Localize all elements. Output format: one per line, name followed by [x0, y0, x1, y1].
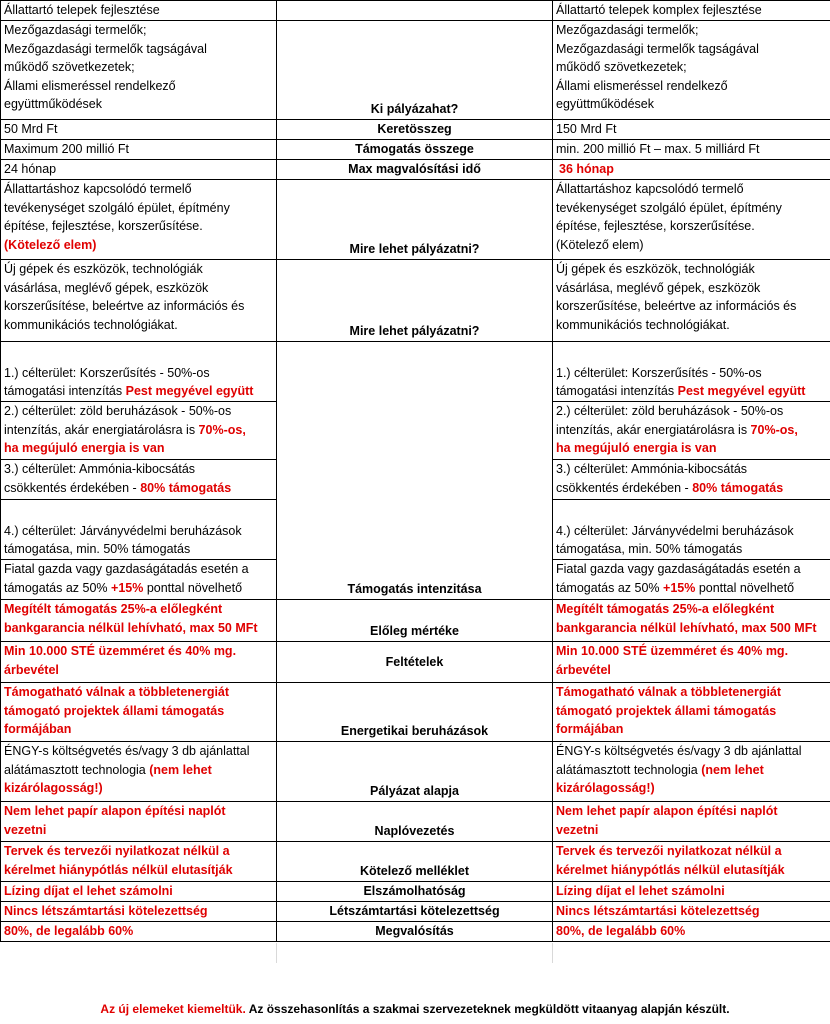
- table-row: 50 Mrd Ft Keretösszeg 150 Mrd Ft: [1, 120, 830, 140]
- table-row: Megítélt támogatás 25%-a előlegként bankgarancia nélkül lehívható, max 50 MFt Előleg mértéke Megítélt támogatás 25%-a előlegként bankgarancia nélkül lehívható, max 500 MFt: [1, 600, 830, 642]
- row-label-eligible-2: Mire lehet pályázatni?: [277, 260, 553, 342]
- table-row: Min 10.000 STÉ üzemméret és 40% mg. árbevétel Feltételek Min 10.000 STÉ üzemméret és 40% mg. árbevétel: [1, 642, 830, 683]
- table-row: 3.) célterület: Ammónia-kibocsátás csökkentés érdekében - 80% támogatás 3.) célterület: Ammónia-kibocsátás csökkentés érdekében - 80% támogatás: [1, 460, 830, 500]
- row-label-amount: Támogatás összege: [277, 140, 553, 160]
- table-row: Maximum 200 millió Ft Támogatás összege min. 200 millió Ft – max. 5 milliárd Ft: [1, 140, 830, 160]
- row-label-energy: Energetikai beruházások: [277, 683, 553, 742]
- table-row: Új gépek és eszközök, technológiák vásárlása, meglévő gépek, eszközök korszerűsítése, beleértve az információs és kommunikációs technológiákat. Mire lehet pályázatni? Új gépek és eszközök, technológiák vásárlása, meglévő gépek, eszközök korszerűsítése, beleértve az információs és kommunikációs technológiákat.: [1, 260, 830, 342]
- right-program-title: Állattartó telepek komplex fejlesztése: [553, 1, 830, 21]
- row-label-applicants: Ki pályázahat?: [277, 21, 553, 120]
- table-row: Fiatal gazda vagy gazdaságátadás esetén a támogatás az 50% +15% ponttal növelhető Fiatal gazda vagy gazdaságátadás esetén a támogatás az 50% +15% ponttal növelhető: [1, 560, 830, 600]
- left-program-title: Állattartó telepek fejlesztése: [1, 1, 277, 21]
- row-label-realization: Megvalósítás: [277, 922, 553, 942]
- table-row: Nincs létszámtartási kötelezettség Létszámtartási kötelezettség Nincs létszámtartási kötelezettség: [1, 902, 830, 922]
- table-row: 1.) célterület: Korszerűsítés - 50%-os támogatási intenzítás Pest megyével együtt Támogatás intenzitása 1.) célterület: Korszerűsítés - 50%-os támogatási intenzítás Pest megyével együtt: [1, 342, 830, 402]
- table-row: 24 hónap Max magvalósítási idő 36 hónap: [1, 160, 830, 180]
- table-row: Támogatható válnak a többletenergiát támogató projektek állami támogatás formájában Energetikai beruházások Támogatható válnak a többletenergiát támogató projektek állami támogatás formájában: [1, 683, 830, 742]
- table-row: Nem lehet papír alapon építési naplót vezetni Naplóvezetés Nem lehet papír alapon építési naplót vezetni: [1, 802, 830, 842]
- row-label-duration: Max magvalósítási idő: [277, 160, 553, 180]
- row-label-accounting: Elszámolhatóság: [277, 882, 553, 902]
- table-row: Mezőgazdasági termelők; Mezőgazdasági termelők tagságával működő szövetkezetek; Állami elismeréssel rendelkező együttműködések Ki pályázahat? Mezőgazdasági termelők; Mezőgazdasági termelők tagságával működő szövetkezetek; Állami elismeréssel rendelkező együttműködések: [1, 21, 830, 120]
- row-label-attachment: Kötelező melléklet: [277, 842, 553, 882]
- footer-text: Az összehasonlítás a szakmai szervezeteknek megküldött vitaanyag alapján készült.: [245, 1002, 730, 1016]
- row-label-intensity: Támogatás intenzitása: [277, 342, 553, 600]
- table-row: [1, 1, 830, 21]
- table-row: Lízing díjat el lehet számolni Elszámolhatóság Lízing díjat el lehet számolni: [1, 882, 830, 902]
- footer-note: [0, 1002, 830, 1016]
- row-label-conditions: Feltételek: [277, 642, 553, 683]
- table-row: Állattartáshoz kapcsolódó termelő tevékenységet szolgáló épület, építmény építése, fejlesztése, korszerűsítése. (Kötelező elem) Mire lehet pályázatni? Állattartáshoz kapcsolódó termelő tevékenységet szolgáló épület, építmény építése, fejlesztése, korszerűsítése. (Kötelező elem): [1, 180, 830, 260]
- row-label-log: Naplóvezetés: [277, 802, 553, 842]
- table-row: 2.) célterület: zöld beruházások - 50%-os intenzítás, akár energiatárolásra is 70%-os, ha megújuló energia is van 2.) célterület: zöld beruházások - 50%-os intenzítás, akár energiatárolásra is 70%-os, ha megújuló energia is van: [1, 402, 830, 460]
- table-row: 4.) célterület: Járványvédelmi beruházások támogatása, min. 50% támogatás 4.) célterület: Járványvédelmi beruházások támogatása, min. 50% támogatás: [1, 500, 830, 560]
- row-label-eligible-1: Mire lehet pályázatni?: [277, 180, 553, 260]
- row-label-basis: Pályázat alapja: [277, 742, 553, 802]
- table-row: 80%, de legalább 60% Megvalósítás 80%, de legalább 60%: [1, 922, 830, 942]
- table-row: ÉNGY-s költségvetés és/vagy 3 db ajánlattal alátámasztott technologia (nem lehet kizárólagosság!) Pályázat alapja ÉNGY-s költségvetés és/vagy 3 db ajánlattal alátámasztott technologia (nem lehet kizárólagosság!): [1, 742, 830, 802]
- footer-highlight: Az új elemeket kiemeltük.: [100, 1002, 246, 1016]
- row-label-headcount: Létszámtartási kötelezettség: [277, 902, 553, 922]
- table-row: Tervek és tervezői nyilatkozat nélkül a kérelmet hiánypótlás nélkül elutasítják Kötelező melléklet Tervek és tervezői nyilatkozat nélkül a kérelmet hiánypótlás nélkül elutasítják: [1, 842, 830, 882]
- row-label-budget: Keretösszeg: [277, 120, 553, 140]
- row-label-advance: Előleg mértéke: [277, 600, 553, 642]
